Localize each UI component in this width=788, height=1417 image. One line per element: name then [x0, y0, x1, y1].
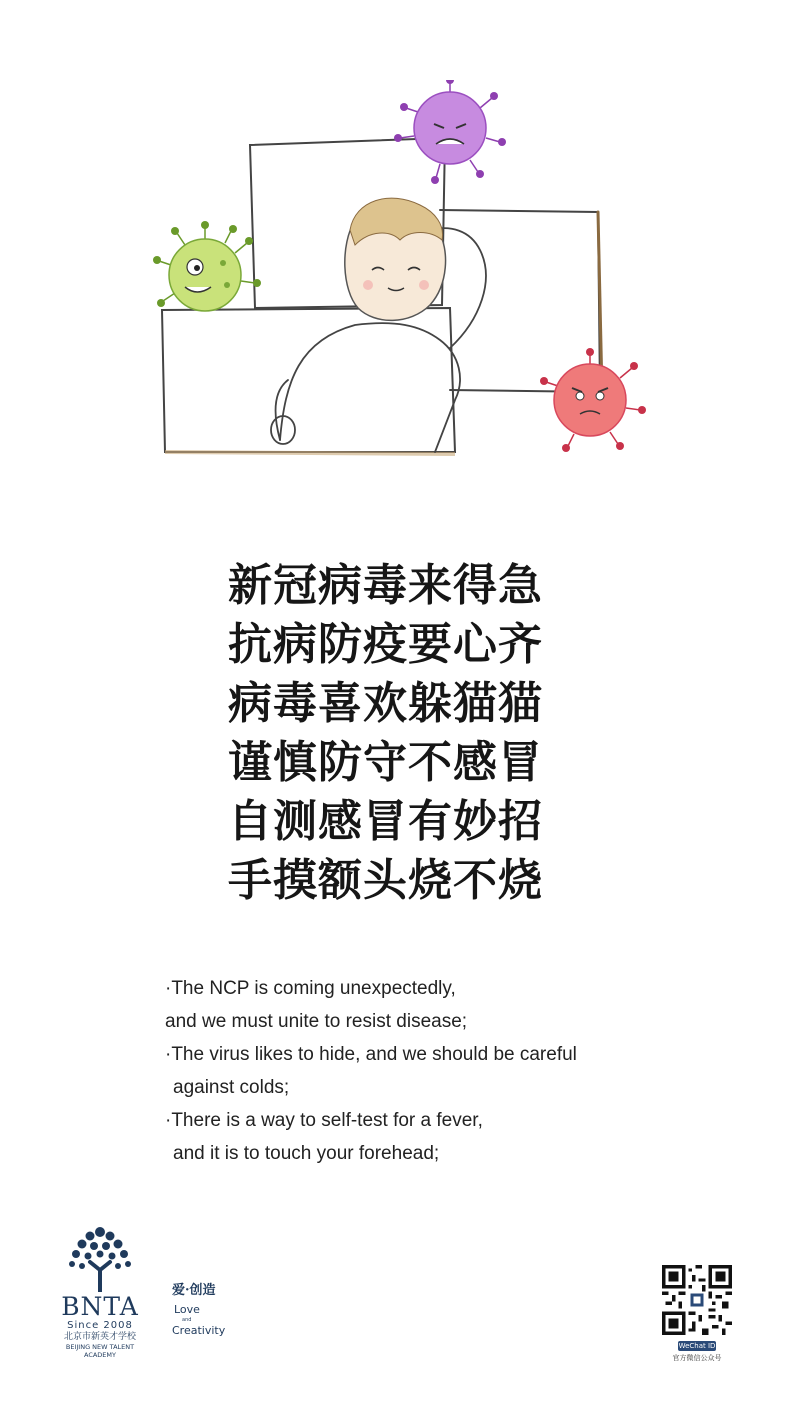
motto-cn: 爱·创造	[172, 1283, 216, 1298]
english-translation	[165, 972, 645, 1170]
translation-line: ·The virus likes to hide, and we should be careful	[165, 1044, 577, 1065]
wechat-qr[interactable]	[660, 1265, 734, 1363]
poem-line: 新冠病毒来得急	[228, 560, 543, 611]
red-virus	[540, 348, 646, 452]
floor-shadow	[165, 452, 455, 454]
motto-and: and	[182, 1317, 192, 1323]
school-name: BNTA	[61, 1292, 139, 1321]
school-since: Since 2008	[67, 1320, 133, 1331]
poem-line: 手摸额头烧不烧	[228, 855, 543, 906]
green-virus	[153, 221, 261, 311]
school-cn-name: 北京市新英才学校	[63, 1332, 136, 1342]
translation-line: ·The NCP is coming unexpectedly,	[165, 978, 456, 999]
translation-line: against colds;	[173, 1077, 290, 1098]
tree-logo-icon	[64, 1222, 136, 1292]
child-head	[345, 198, 446, 320]
translation-line: and it is to touch your forehead;	[173, 1143, 440, 1164]
school-en-name: BEIJING NEW TALENT	[65, 1343, 135, 1351]
translation-line: ·There is a way to self-test for a fever,	[165, 1110, 483, 1131]
school-en-name: ACADEMY	[83, 1351, 116, 1359]
wechat-id-badge: WeChat ID	[678, 1342, 716, 1350]
school-logo	[50, 1222, 150, 1359]
illustration	[150, 80, 670, 470]
poem-line: 自测感冒有妙招	[228, 796, 543, 847]
poem-line: 病毒喜欢躲猫猫	[228, 678, 543, 729]
chinese-poem	[228, 556, 568, 910]
motto-creativity: Creativity	[172, 1324, 226, 1337]
motto-love: Love	[174, 1303, 200, 1316]
qr-code-icon[interactable]	[662, 1265, 732, 1335]
poem-line: 谨慎防守不感冒	[228, 737, 543, 788]
purple-virus	[394, 80, 506, 184]
school-motto	[172, 1279, 225, 1337]
translation-line: and we must unite to resist disease;	[165, 1011, 468, 1032]
qr-caption: 官方微信公众号	[672, 1354, 722, 1362]
poem-line: 抗病防疫要心齐	[228, 619, 543, 670]
